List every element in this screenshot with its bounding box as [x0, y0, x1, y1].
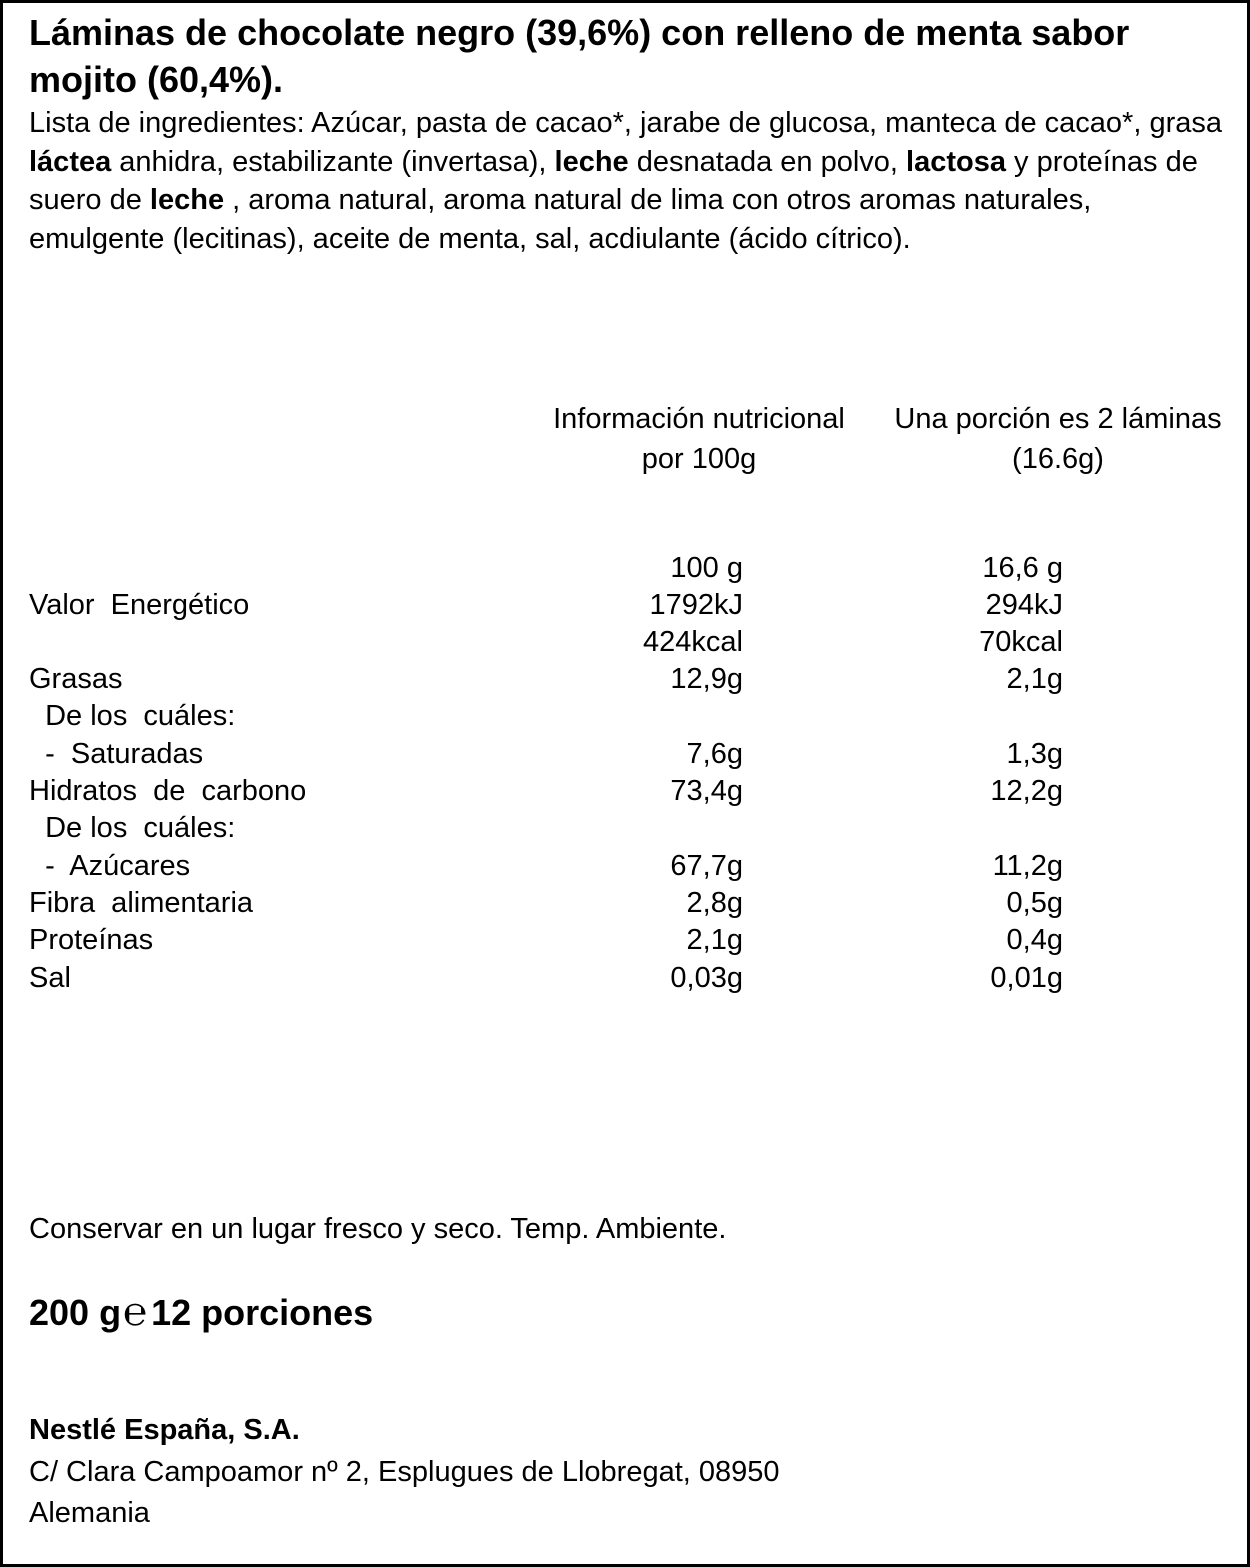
value-per-100g: 100 g — [670, 552, 743, 584]
net-weight: 200 g — [29, 1292, 122, 1333]
value-per-100g: 424kcal — [643, 626, 743, 658]
estimated-sign-icon: ℮ — [123, 1290, 148, 1334]
ingredients-text: anhidra, estabilizante (invertasa), — [111, 145, 555, 178]
table-row — [3, 922, 1250, 959]
nutrient-name: - Azúcares — [29, 850, 191, 882]
table-row — [3, 624, 1250, 661]
table-row — [3, 698, 1250, 735]
table-row — [3, 550, 1250, 587]
value-per-portion: 294kJ — [985, 589, 1063, 621]
table-row — [3, 736, 1250, 773]
nutrient-name: Hidratos de carbono — [29, 775, 307, 807]
nutrient-name: Valor Energético — [29, 589, 250, 621]
nutrient-name: De los cuáles: — [29, 700, 236, 732]
ingredients-list — [29, 104, 1229, 258]
nutrition-header-per-portion — [873, 399, 1243, 479]
table-row — [3, 848, 1250, 885]
manufacturer-name: Nestlé España, S.A. — [29, 1414, 300, 1446]
table-row — [3, 773, 1250, 810]
value-per-portion: 16,6 g — [982, 552, 1063, 584]
allergen-lactosa: lactosa — [906, 145, 1006, 178]
ingredients-text: desnatada en polvo, — [628, 145, 907, 178]
header-line: (16.6g) — [1012, 443, 1104, 475]
header-line: por 100g — [641, 443, 757, 475]
country: Alemania — [29, 1497, 150, 1529]
value-per-portion: 0,01g — [990, 962, 1063, 994]
net-quantity — [29, 1290, 373, 1335]
value-per-100g: 2,8g — [686, 887, 743, 919]
value-per-100g: 7,6g — [686, 738, 743, 770]
value-per-100g: 73,4g — [670, 775, 743, 807]
table-row — [3, 885, 1250, 922]
table-row — [3, 661, 1250, 698]
manufacturer-address: C/ Clara Campoamor nº 2, Esplugues de Llobregat, 08950 — [29, 1456, 780, 1488]
ingredients-text: , aroma natural, aroma natural de lima con otros aromas naturales, emulgente (lecitinas), aceite de menta, sal, acdiulante (ácido cítrico). — [29, 184, 1092, 255]
nutrient-name: De los cuáles: — [29, 812, 236, 844]
value-per-100g: 2,1g — [686, 924, 743, 956]
product-title: Láminas de chocolate negro (39,6%) con relleno de menta sabor mojito (60,4%). — [29, 12, 1130, 100]
value-per-portion: 0,5g — [1006, 887, 1063, 919]
value-per-100g: 67,7g — [670, 850, 743, 882]
nutrient-name: - Saturadas — [29, 738, 204, 770]
nutrition-header-per-100g — [533, 399, 865, 479]
header-line: Información nutricional — [553, 403, 845, 435]
value-per-100g: 0,03g — [670, 962, 743, 994]
allergen-leche: leche — [149, 184, 225, 216]
table-row — [3, 960, 1250, 997]
nutrient-name: Fibra alimentaria — [29, 887, 254, 919]
value-per-100g: 1792kJ — [649, 589, 743, 621]
value-per-100g: 12,9g — [670, 663, 743, 695]
nutrient-name: Proteínas — [29, 924, 154, 956]
nutrient-name: Sal — [29, 962, 71, 994]
value-per-portion: 70kcal — [979, 626, 1063, 658]
allergen-leche: leche — [554, 145, 629, 178]
table-row — [3, 810, 1250, 847]
table-row — [3, 587, 1250, 624]
nutrient-name: Grasas — [29, 663, 123, 695]
header-line: Una porción es 2 láminas — [894, 403, 1222, 435]
storage-instructions: Conservar en un lugar fresco y seco. Temp. Ambiente. — [29, 1213, 727, 1245]
value-per-portion: 11,2g — [992, 850, 1063, 882]
value-per-portion: 1,3g — [1006, 738, 1063, 770]
ingredients-text: y proteínas de suero de — [29, 145, 1198, 216]
ingredients-text: Lista de ingredientes: Azúcar, pasta de cacao*, jarabe de glucosa, manteca de cacao*, grasa — [29, 107, 1222, 139]
value-per-portion: 12,2g — [990, 775, 1063, 807]
allergen-lactea: láctea — [29, 145, 112, 178]
portions: 12 porciones — [151, 1292, 374, 1333]
value-per-portion: 0,4g — [1006, 924, 1063, 956]
value-per-portion: 2,1g — [1006, 663, 1063, 695]
